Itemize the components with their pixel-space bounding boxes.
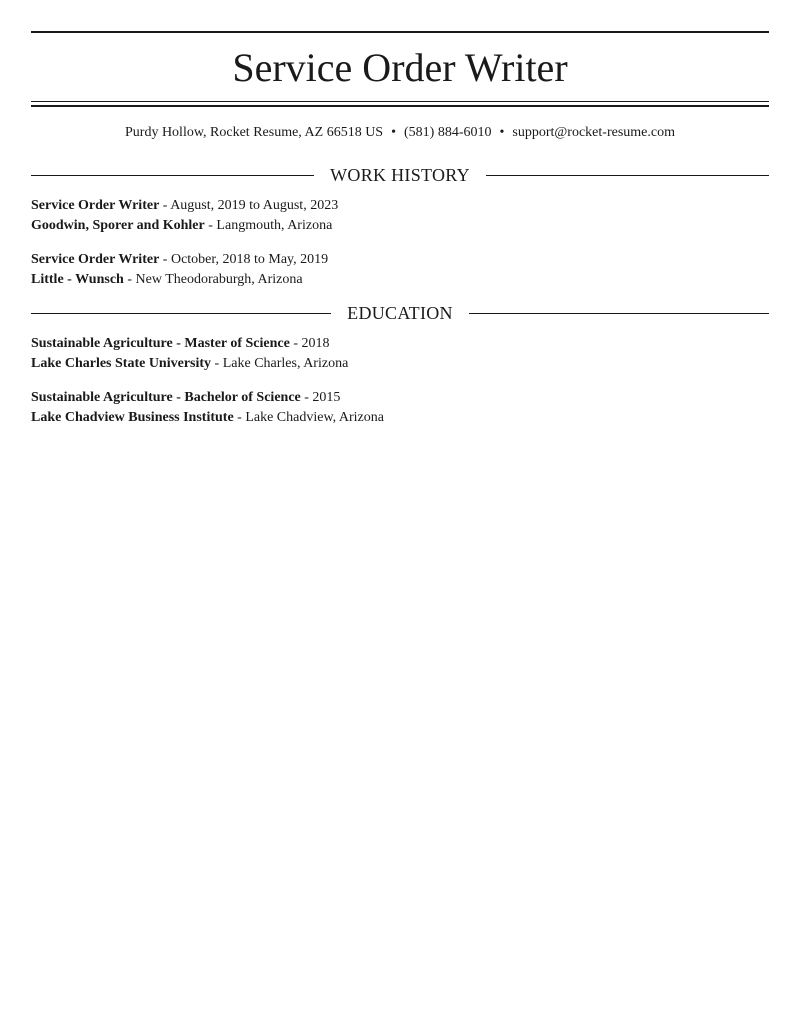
- heading-rule-right: [486, 175, 769, 176]
- degree-name: Sustainable Agriculture - Bachelor of Science: [31, 390, 301, 405]
- contact-line: [31, 123, 769, 143]
- contact-address: Purdy Hollow, Rocket Resume, AZ 66518 US: [125, 125, 384, 140]
- degree-name: Sustainable Agriculture - Master of Science: [31, 336, 290, 351]
- contact-separator: •: [391, 125, 396, 140]
- work-entry-employer-row: [31, 216, 769, 236]
- education-heading: [31, 301, 769, 325]
- school-name: Lake Charles State University: [31, 356, 212, 371]
- job-title: Service Order Writer: [31, 198, 160, 213]
- contact-email: support@rocket-resume.com: [512, 125, 675, 140]
- work-entry-title-row: [31, 196, 769, 216]
- work-entry-title-row: [31, 250, 769, 270]
- work-entry: [31, 250, 769, 290]
- school-location: Lake Charles, Arizona: [222, 356, 349, 371]
- heading-rule-left: [31, 313, 331, 314]
- dash: -: [123, 272, 136, 287]
- education-entry-school-row: [31, 354, 769, 374]
- job-title: Service Order Writer: [31, 252, 160, 267]
- education-entry: [31, 334, 769, 374]
- contact-phone: (581) 884-6010: [404, 125, 492, 140]
- work-history-heading-label: WORK HISTORY: [330, 165, 470, 185]
- employer-name: Little - Wunsch: [31, 272, 124, 287]
- education-entry-degree-row: [31, 334, 769, 354]
- top-rule: [31, 31, 769, 33]
- title-rule-thin: [31, 101, 769, 102]
- education-heading-label: EDUCATION: [347, 303, 453, 323]
- dash: -: [159, 252, 171, 267]
- employer-location: Langmouth, Arizona: [216, 218, 333, 233]
- contact-separator: •: [499, 125, 505, 140]
- dash: -: [289, 336, 302, 351]
- work-entry: [31, 196, 769, 236]
- dash: -: [159, 198, 171, 213]
- employer-location: New Theodoraburgh, Arizona: [135, 272, 303, 287]
- education-entry: [31, 388, 769, 428]
- dash: -: [211, 356, 223, 371]
- work-entry-employer-row: [31, 270, 769, 290]
- heading-rule-right: [469, 313, 769, 314]
- dash: -: [204, 218, 217, 233]
- school-name: Lake Chadview Business Institute: [31, 410, 234, 425]
- education-entry-school-row: [31, 408, 769, 428]
- employer-name: Goodwin, Sporer and Kohler: [31, 218, 205, 233]
- dash: -: [233, 410, 246, 425]
- title-rule-thick: [31, 105, 769, 107]
- job-dates: August, 2019 to August, 2023: [170, 198, 339, 213]
- graduation-year: 2015: [312, 390, 341, 405]
- job-dates: October, 2018 to May, 2019: [170, 252, 329, 267]
- heading-rule-left: [31, 175, 314, 176]
- resume-title: Service Order Writer: [232, 45, 568, 90]
- graduation-year: 2018: [301, 336, 330, 351]
- dash: -: [300, 390, 313, 405]
- school-location: Lake Chadview, Arizona: [245, 410, 384, 425]
- work-history-heading: [31, 163, 769, 187]
- education-entry-degree-row: [31, 388, 769, 408]
